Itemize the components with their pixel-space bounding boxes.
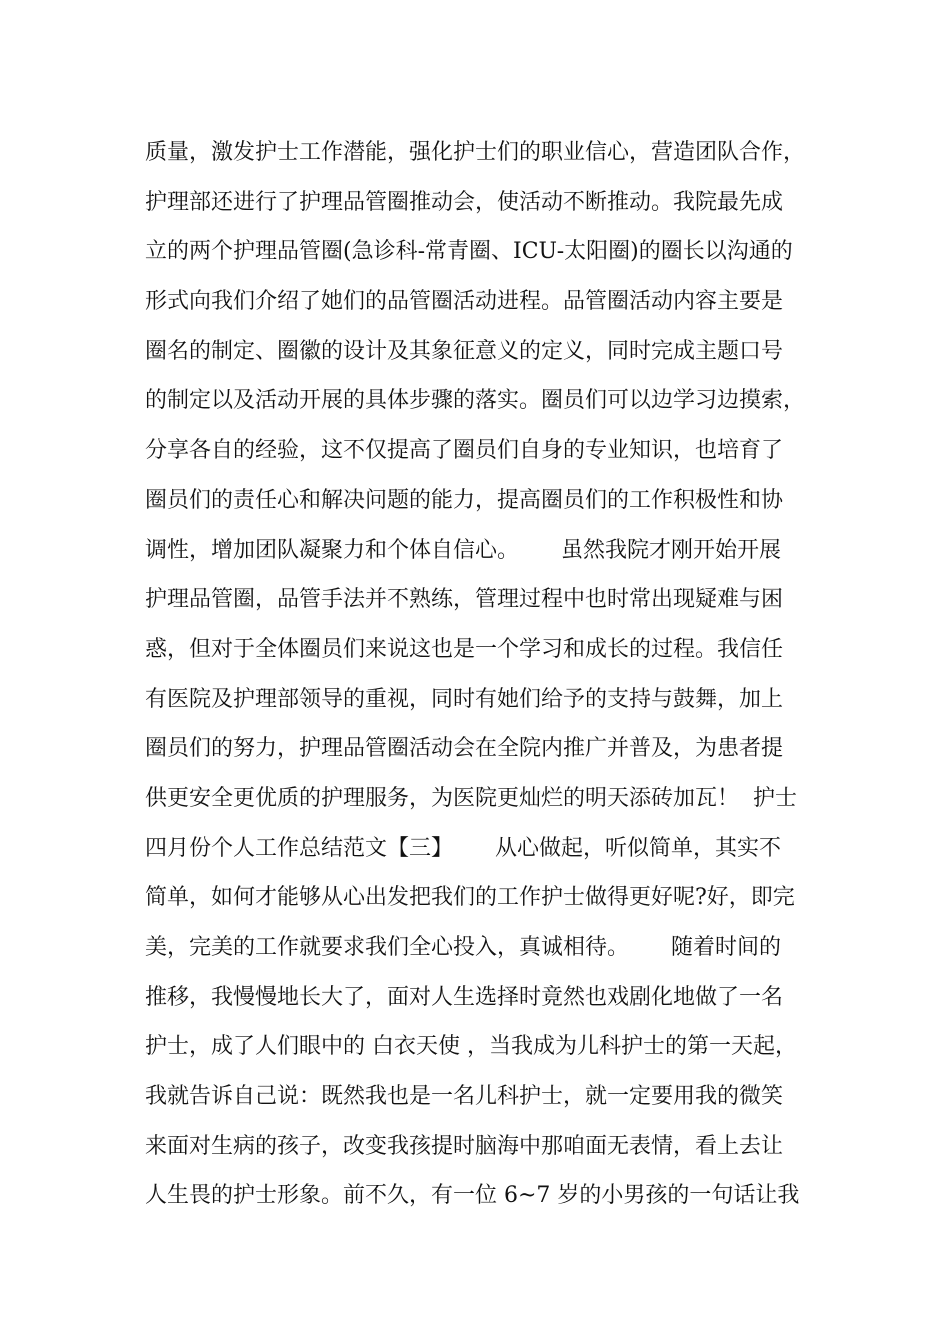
text-line: 圈员们的努力，护理品管圈活动会在全院内推广并普及，为患者提 [145, 736, 784, 762]
text-line: 圈员们的责任心和解决问题的能力，提高圈员们的工作积极性和协 [145, 487, 784, 513]
text-line: 护士，成了人们眼中的 白衣天使 ，当我成为儿科护士的第一天起， [145, 1034, 797, 1060]
text-line: 圈名的制定、圈徽的设计及其象征意义的定义，同时完成主题口号 [145, 338, 784, 364]
text-line: 护理品管圈，品管手法并不熟练，管理过程中也时常出现疑难与困 [145, 587, 784, 613]
text-line: 来面对生病的孩子，改变我孩提时脑海中那咱面无表情，看上去让 [145, 1133, 784, 1159]
text-line: 供更安全更优质的护理服务，为医院更灿烂的明天添砖加瓦！ 护士 [145, 785, 797, 811]
text-line: 有医院及护理部领导的重视，同时有她们给予的支持与鼓舞，加上 [145, 686, 784, 712]
text-line: 人生畏的护士形象。前不久，有一位 6~7 岁的小男孩的一句话让我 [145, 1183, 800, 1209]
text-line: 四月份个人工作总结范文【三】 从心做起，听似简单，其实不 [145, 835, 781, 861]
text-line: 美，完美的工作就要求我们全心投入，真诚相待。 随着时间的 [145, 935, 781, 960]
text-line: 护理部还进行了护理品管圈推动会，使活动不断推动。我院最先成 [145, 189, 784, 215]
text-line: 的制定以及活动开展的具体步骤的落实。圈员们可以边学习边摸索， [145, 388, 806, 414]
text-line: 分享各自的经验，这不仅提高了圈员们自身的专业知识，也培育了 [145, 438, 784, 464]
text-line: 推移，我慢慢地长大了，面对人生选择时竟然也戏剧化地做了一名 [145, 984, 784, 1010]
document-body [145, 128, 835, 1221]
text-line: 形式向我们介绍了她们的品管圈活动进程。品管圈活动内容主要是 [145, 289, 784, 315]
text-line: 质量，激发护士工作潜能，强化护士们的职业信心，营造团队合作， [145, 140, 806, 165]
text-line: 我就告诉自己说：既然我也是一名儿科护士，就一定要用我的微笑 [145, 1084, 784, 1110]
text-line: 调性，增加团队凝聚力和个体自信心。 虽然我院才刚开始开展 [145, 537, 781, 563]
text-line: 惑，但对于全体圈员们来说这也是一个学习和成长的过程。我信任 [145, 636, 784, 662]
text-line: 立的两个护理品管圈(急诊科-常青圈、ICU-太阳圈)的圈长以沟通的 [145, 239, 793, 265]
text-line: 简单，如何才能够从心出发把我们的工作护士做得更好呢?好，即完 [145, 885, 795, 911]
